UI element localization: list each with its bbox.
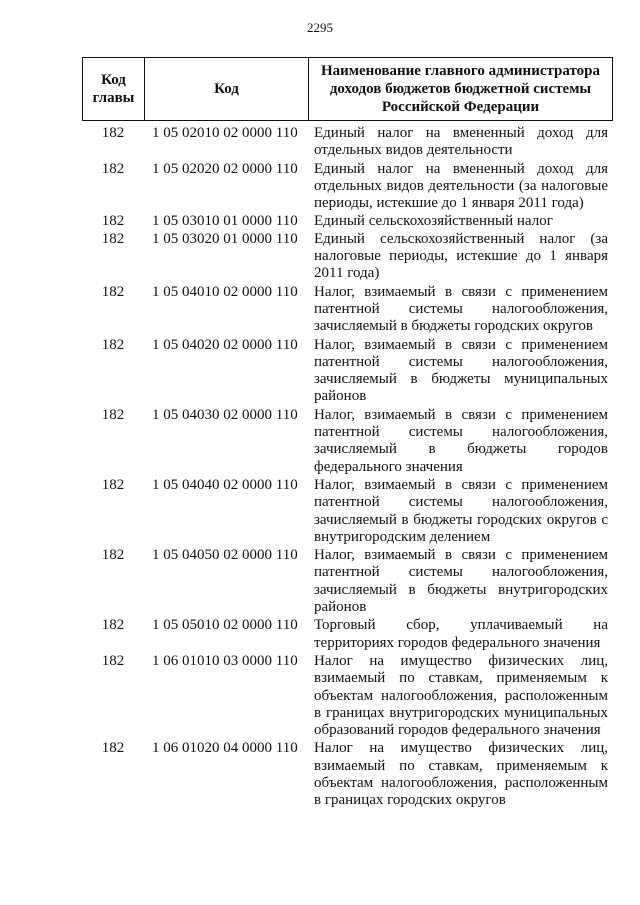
chapter-code-cell: 182 bbox=[101, 406, 125, 423]
name-cell: Налог на имущество физических лиц, взимаемый по ставкам, применяемым к объектам налогообложения, расположенным в границах городских округов bbox=[314, 740, 608, 809]
code-cell: 1 05 04010 02 0000 110 bbox=[152, 283, 298, 300]
code-cell: 1 05 04040 02 0000 110 bbox=[152, 476, 298, 493]
code-cell: 1 06 01010 03 0000 110 bbox=[152, 652, 298, 669]
code-cell: 1 05 04050 02 0000 110 bbox=[152, 547, 298, 564]
chapter-code-cell: 182 bbox=[101, 336, 125, 353]
table-row bbox=[82, 617, 612, 652]
chapter-code-cell: 182 bbox=[101, 160, 125, 177]
page-number: 2295 bbox=[307, 20, 333, 35]
code-cell: 1 05 03010 01 0000 110 bbox=[152, 213, 298, 230]
name-cell: Налог, взимаемый в связи с применением патентной системы налогообложения, зачисляемый в бюджеты городов федерального значения bbox=[314, 406, 608, 475]
header-code: Код bbox=[145, 58, 309, 121]
name-cell: Налог, взимаемый в связи с применением патентной системы налогообложения, зачисляемый в бюджеты городских округов с внутригородским делением bbox=[314, 476, 608, 545]
table-row bbox=[82, 161, 612, 213]
table-row bbox=[82, 653, 612, 739]
chapter-code-cell: 182 bbox=[101, 476, 125, 493]
name-cell: Единый сельскохозяйственный налог bbox=[314, 213, 553, 230]
name-cell: Единый налог на вмененный доход для отдельных видов деятельности bbox=[314, 125, 608, 159]
table-row bbox=[82, 477, 612, 546]
name-cell: Налог на имущество физических лиц, взимаемый по ставкам, применяемым к объектам налогообложения, расположенным в границах внутригородских муниципальных образований городов федерального значения bbox=[314, 652, 608, 739]
table-row bbox=[82, 547, 612, 616]
chapter-code-cell: 182 bbox=[101, 547, 125, 564]
chapter-code-cell: 182 bbox=[101, 125, 125, 141]
code-cell: 1 05 02010 02 0000 110 bbox=[152, 125, 298, 141]
table-row bbox=[82, 213, 612, 230]
name-cell: Единый сельскохозяйственный налог (за налоговые периоды, истекшие до 1 января 2011 года) bbox=[314, 230, 608, 282]
chapter-code-cell: 182 bbox=[101, 213, 125, 230]
chapter-code-cell: 182 bbox=[101, 617, 125, 634]
code-cell: 1 05 04020 02 0000 110 bbox=[152, 336, 298, 353]
chapter-code-cell: 182 bbox=[101, 652, 125, 669]
chapter-code-cell: 182 bbox=[101, 740, 125, 757]
table-row bbox=[82, 284, 612, 336]
table-row bbox=[82, 337, 612, 406]
table-row bbox=[82, 231, 612, 283]
code-cell: 1 06 01020 04 0000 110 bbox=[152, 740, 298, 757]
header-chapter-code: Код главы bbox=[83, 58, 145, 121]
name-cell: Налог, взимаемый в связи с применением патентной системы налогообложения, зачисляемый в бюджеты внутригородских районов bbox=[314, 547, 608, 616]
chapter-code-cell: 182 bbox=[101, 283, 125, 300]
header-name: Наименование главного администратора доходов бюджетов бюджетной системы Российской Федерации bbox=[309, 58, 613, 121]
name-cell: Налог, взимаемый в связи с применением патентной системы налогообложения, зачисляемый в бюджеты муниципальных районов bbox=[314, 336, 608, 405]
code-cell: 1 05 03020 01 0000 110 bbox=[152, 230, 298, 247]
table-row bbox=[82, 740, 612, 809]
table-row bbox=[82, 407, 612, 476]
name-cell: Торговый сбор, уплачиваемый на территориях городов федерального значения bbox=[314, 617, 608, 651]
code-cell: 1 05 04030 02 0000 110 bbox=[152, 406, 298, 423]
table-body bbox=[82, 125, 612, 810]
table-row bbox=[82, 125, 612, 160]
chapter-code-cell: 182 bbox=[101, 230, 125, 247]
code-cell: 1 05 05010 02 0000 110 bbox=[152, 617, 298, 634]
name-cell: Налог, взимаемый в связи с применением патентной системы налогообложения, зачисляемый в бюджеты городских округов bbox=[314, 283, 608, 335]
table-header bbox=[82, 57, 613, 121]
name-cell: Единый налог на вмененный доход для отдельных видов деятельности (за налоговые периоды, истекшие до 1 января 2011 года) bbox=[314, 160, 608, 212]
code-cell: 1 05 02020 02 0000 110 bbox=[152, 160, 298, 177]
